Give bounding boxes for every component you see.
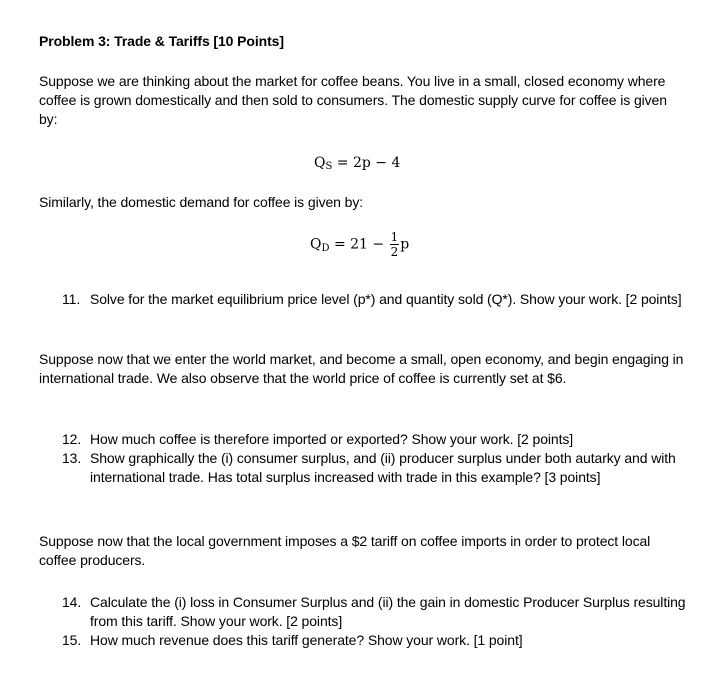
question-list-3 bbox=[62, 593, 687, 650]
question-number: 12. bbox=[62, 431, 82, 447]
question-text: Solve for the market equilibrium price level (p*) and quantity sold (Q*). Show your work. [2 points] bbox=[90, 291, 682, 307]
demand-lhs-subscript: D bbox=[321, 242, 330, 254]
question-text: How much coffee is therefore imported or exported? Show your work. [2 points] bbox=[90, 431, 574, 447]
question-11 bbox=[62, 290, 687, 309]
question-12 bbox=[62, 430, 687, 449]
problem-title: Problem 3: Trade & Tariffs [10 Points] bbox=[39, 33, 284, 49]
question-list-2 bbox=[62, 430, 687, 487]
question-15 bbox=[62, 631, 687, 650]
demand-lhs: Q bbox=[310, 236, 322, 253]
supply-lhs: Q bbox=[314, 155, 326, 171]
question-number: 15. bbox=[62, 632, 82, 648]
question-text: Show graphically the (i) consumer surplus, and (ii) producer surplus under both autarky and with international trade. Has total surplus increased with trade in this example? [3 points] bbox=[90, 450, 676, 485]
intro-paragraph: Suppose we are thinking about the market for coffee beans. You live in a small, closed economy where coffee is grown domestically and then sold to consumers. The domestic supply curve for coffee is given by: bbox=[39, 73, 667, 127]
demand-equals: = 21 − bbox=[333, 236, 385, 253]
fraction-denominator: 2 bbox=[390, 245, 399, 259]
demand-equation bbox=[310, 230, 409, 259]
question-list-1 bbox=[62, 290, 687, 309]
question-number: 14. bbox=[62, 594, 82, 610]
question-text: Calculate the (i) loss in Consumer Surplus and (ii) the gain in domestic Producer Surplus resulting from this tariff. Show your work. [2 points] bbox=[90, 594, 686, 629]
fraction-numerator: 1 bbox=[390, 230, 399, 244]
demand-intro-paragraph: Similarly, the domestic demand for coffee is given by: bbox=[39, 194, 364, 210]
tariff-paragraph: Suppose now that the local government imposes a $2 tariff on coffee imports in order to protect local coffee producers. bbox=[39, 533, 651, 568]
supply-rhs: = 2p − 4 bbox=[336, 155, 401, 171]
question-text: How much revenue does this tariff generate? Show your work. [1 point] bbox=[90, 632, 523, 648]
question-number: 13. bbox=[62, 450, 82, 466]
demand-fraction bbox=[390, 230, 400, 259]
question-number: 11. bbox=[62, 291, 81, 307]
supply-equation bbox=[314, 155, 400, 171]
open-economy-paragraph: Suppose now that we enter the world market, and become a small, open economy, and begin engaging in international trade. We also observe that the world price of coffee is currently set at $6. bbox=[39, 351, 684, 386]
question-13 bbox=[62, 449, 687, 487]
question-14 bbox=[62, 593, 687, 631]
demand-variable: p bbox=[400, 236, 410, 253]
supply-lhs-subscript: S bbox=[325, 161, 333, 172]
